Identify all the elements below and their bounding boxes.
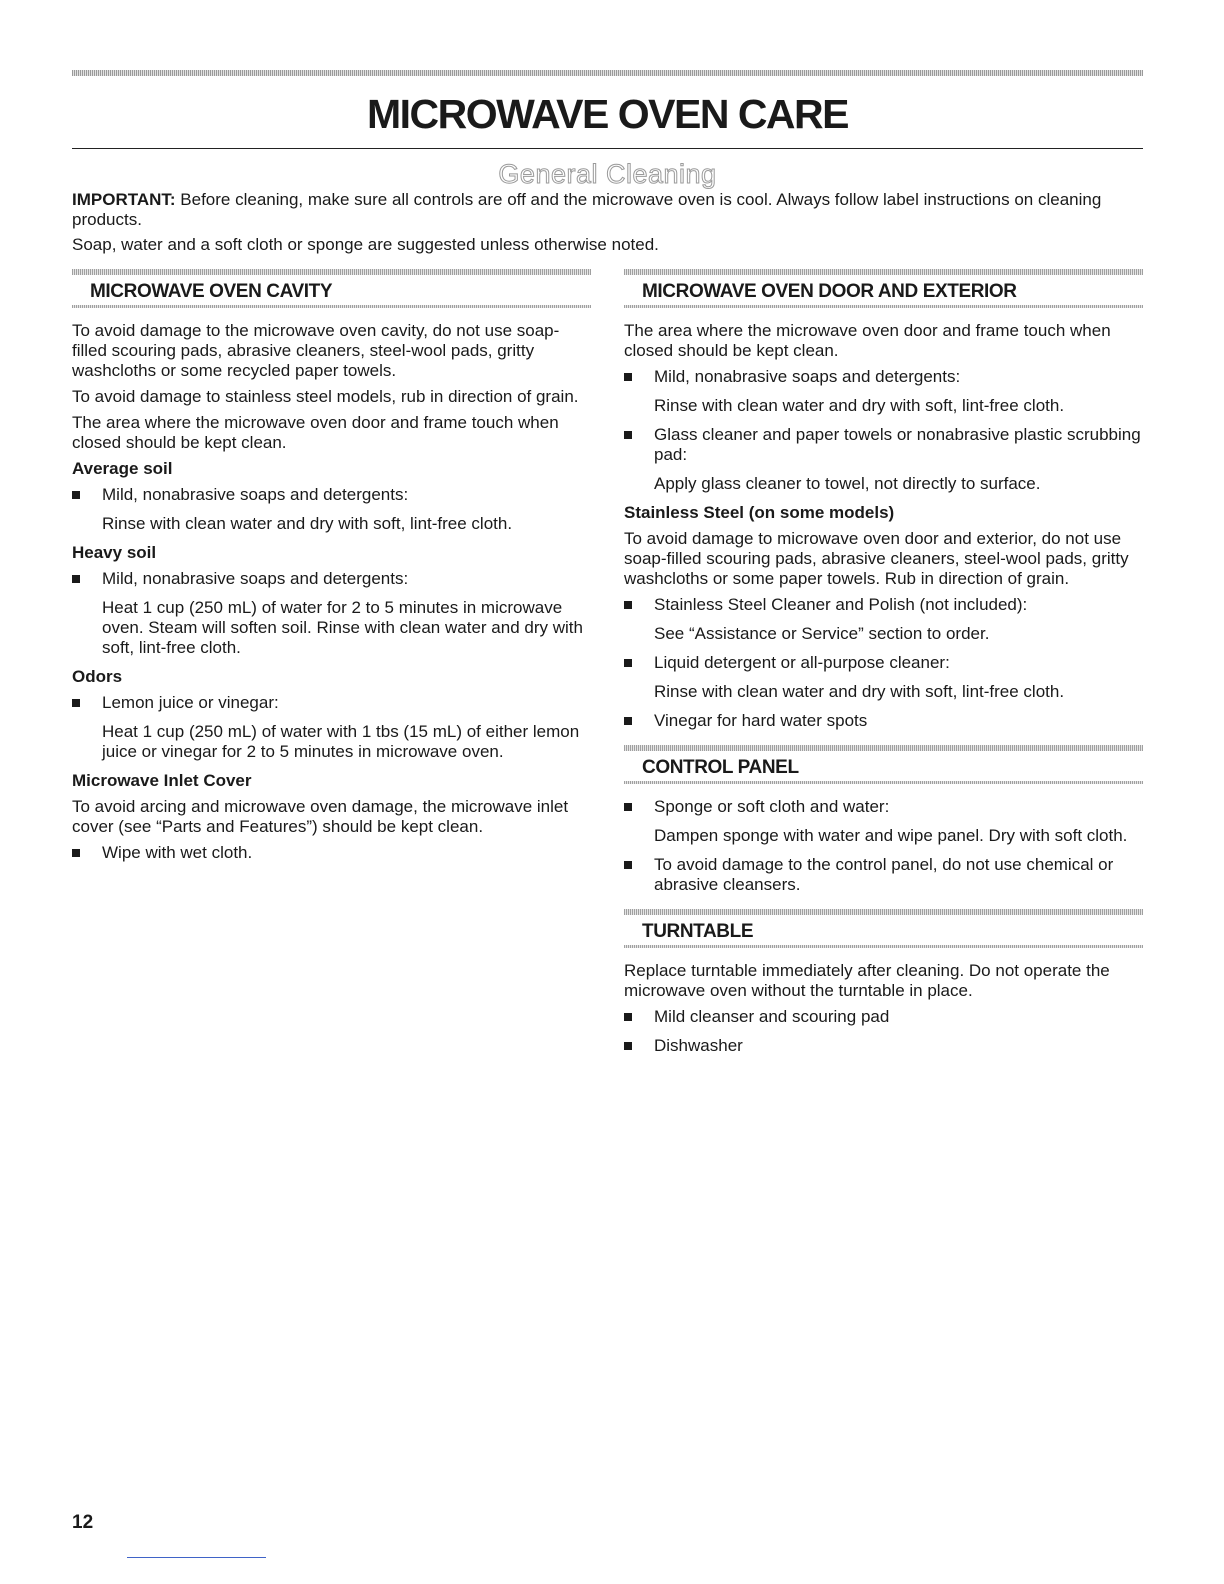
header-stripe — [624, 305, 1143, 308]
list-item — [624, 1036, 1143, 1056]
left-column — [72, 269, 591, 1070]
bullet-square-icon — [624, 373, 632, 381]
cavity-paragraph: To avoid damage to stainless steel models, rub in direction of grain. — [72, 387, 579, 406]
list-item — [72, 693, 591, 713]
footer-divider — [127, 1557, 266, 1558]
list-item — [624, 711, 1143, 731]
list-item-text: Glass cleaner and paper towels or nonabrasive plastic scrubbing pad: — [654, 425, 1141, 464]
cavity-paragraph: To avoid damage to the microwave oven cavity, do not use soap-filled scouring pads, abrasive cleaners, steel-wool pads, gritty washcloths or some recycled paper towels. — [72, 321, 560, 380]
important-note — [72, 190, 1143, 230]
list-item-text: Liquid detergent or all-purpose cleaner: — [654, 653, 950, 672]
bullet-square-icon — [72, 849, 80, 857]
door-exterior-section — [624, 269, 1143, 731]
list-item-text: Stainless Steel Cleaner and Polish (not included): — [654, 595, 1028, 614]
bullet-square-icon — [624, 601, 632, 609]
section-header — [624, 269, 1143, 308]
stainless-paragraph: To avoid damage to microwave oven door and exterior, do not use soap-filled scouring pads, abrasive cleaners, steel-wool pads, gritty washcloths or some paper towels. Rub in direction of grain. — [624, 529, 1129, 588]
control-panel-section-title: CONTROL PANEL — [642, 757, 799, 778]
list-item-text: Mild, nonabrasive soaps and detergents: — [102, 485, 409, 504]
section-header — [624, 909, 1143, 948]
list-item-detail: Heat 1 cup (250 mL) of water for 2 to 5 minutes in microwave oven. Steam will soften soil. Rinse with clean water and dry with soft, lint-free cloth. — [102, 598, 583, 657]
list-item — [624, 425, 1143, 465]
bullet-square-icon — [72, 575, 80, 583]
list-item — [624, 855, 1143, 895]
list-item-detail: Rinse with clean water and dry with soft, lint-free cloth. — [102, 514, 513, 533]
header-stripe — [72, 305, 591, 308]
bullet-square-icon — [624, 1042, 632, 1050]
average-soil-heading: Average soil — [72, 459, 173, 478]
door-section-title: MICROWAVE OVEN DOOR AND EXTERIOR — [642, 281, 1017, 302]
list-item-text: Lemon juice or vinegar: — [102, 693, 279, 712]
list-item-text: To avoid damage to the control panel, do not use chemical or abrasive cleansers. — [654, 855, 1114, 894]
list-item — [72, 569, 591, 589]
bullet-square-icon — [624, 803, 632, 811]
list-item-detail: Heat 1 cup (250 mL) of water with 1 tbs (15 mL) of either lemon juice or vinegar for 2 to 5 minutes in microwave oven. — [102, 722, 580, 761]
turntable-section — [624, 909, 1143, 1056]
list-item — [624, 367, 1143, 387]
heavy-soil-heading: Heavy soil — [72, 543, 157, 562]
list-item-detail: Rinse with clean water and dry with soft, lint-free cloth. — [654, 682, 1065, 701]
soap-note: Soap, water and a soft cloth or sponge are suggested unless otherwise noted. — [72, 235, 659, 254]
bullet-square-icon — [624, 431, 632, 439]
inlet-cover-paragraph: To avoid arcing and microwave oven damage, the microwave inlet cover (see “Parts and Features”) should be kept clean. — [72, 797, 569, 836]
section-subtitle: General Cleaning — [498, 159, 717, 189]
section-header — [624, 745, 1143, 784]
turntable-paragraph: Replace turntable immediately after cleaning. Do not operate the microwave oven without the turntable in place. — [624, 961, 1110, 1000]
list-item — [624, 653, 1143, 673]
right-column — [624, 269, 1143, 1070]
cavity-section-title: MICROWAVE OVEN CAVITY — [90, 281, 333, 302]
list-item-detail: Apply glass cleaner to towel, not directly to surface. — [654, 474, 1041, 493]
bullet-square-icon — [72, 699, 80, 707]
cavity-section — [72, 269, 591, 863]
bullet-square-icon — [624, 1013, 632, 1021]
list-item-text: Sponge or soft cloth and water: — [654, 797, 890, 816]
list-item-text: Mild cleanser and scouring pad — [654, 1007, 890, 1026]
list-item-detail: Dampen sponge with water and wipe panel. Dry with soft cloth. — [654, 826, 1128, 845]
two-column-layout — [72, 269, 1143, 1070]
list-item — [72, 843, 591, 863]
stainless-steel-heading: Stainless Steel (on some models) — [624, 503, 895, 522]
turntable-section-title: TURNTABLE — [642, 921, 754, 942]
list-item — [624, 595, 1143, 615]
bullet-square-icon — [72, 491, 80, 499]
list-item-text: Wipe with wet cloth. — [102, 843, 253, 862]
list-item-detail: Rinse with clean water and dry with soft, lint-free cloth. — [654, 396, 1065, 415]
list-item — [72, 485, 591, 505]
door-paragraph: The area where the microwave oven door and frame touch when closed should be kept clean. — [624, 321, 1111, 360]
list-item-text: Mild, nonabrasive soaps and detergents: — [654, 367, 961, 386]
important-text: Before cleaning, make sure all controls are off and the microwave oven is cool. Always follow label instructions on cleaning products. — [72, 190, 1102, 229]
title-divider — [72, 148, 1143, 149]
page-content — [72, 70, 1143, 1070]
list-item-text: Mild, nonabrasive soaps and detergents: — [102, 569, 409, 588]
bullet-square-icon — [624, 659, 632, 667]
list-item-detail: See “Assistance or Service” section to order. — [654, 624, 990, 643]
list-item-text: Dishwasher — [654, 1036, 743, 1055]
important-label: IMPORTANT: — [72, 190, 176, 209]
top-divider — [72, 70, 1143, 76]
inlet-cover-heading: Microwave Inlet Cover — [72, 771, 252, 790]
header-stripe — [624, 945, 1143, 948]
page-title: MICROWAVE OVEN CARE — [367, 91, 848, 137]
bullet-square-icon — [624, 861, 632, 869]
cavity-paragraph: The area where the microwave oven door and frame touch when closed should be kept clean. — [72, 413, 559, 452]
odors-heading: Odors — [72, 667, 123, 686]
section-header — [72, 269, 591, 308]
bullet-square-icon — [624, 717, 632, 725]
list-item-text: Vinegar for hard water spots — [654, 711, 868, 730]
list-item — [624, 797, 1143, 817]
header-stripe — [624, 781, 1143, 784]
control-panel-section — [624, 745, 1143, 895]
list-item — [624, 1007, 1143, 1027]
page-number: 12 — [72, 1512, 94, 1533]
